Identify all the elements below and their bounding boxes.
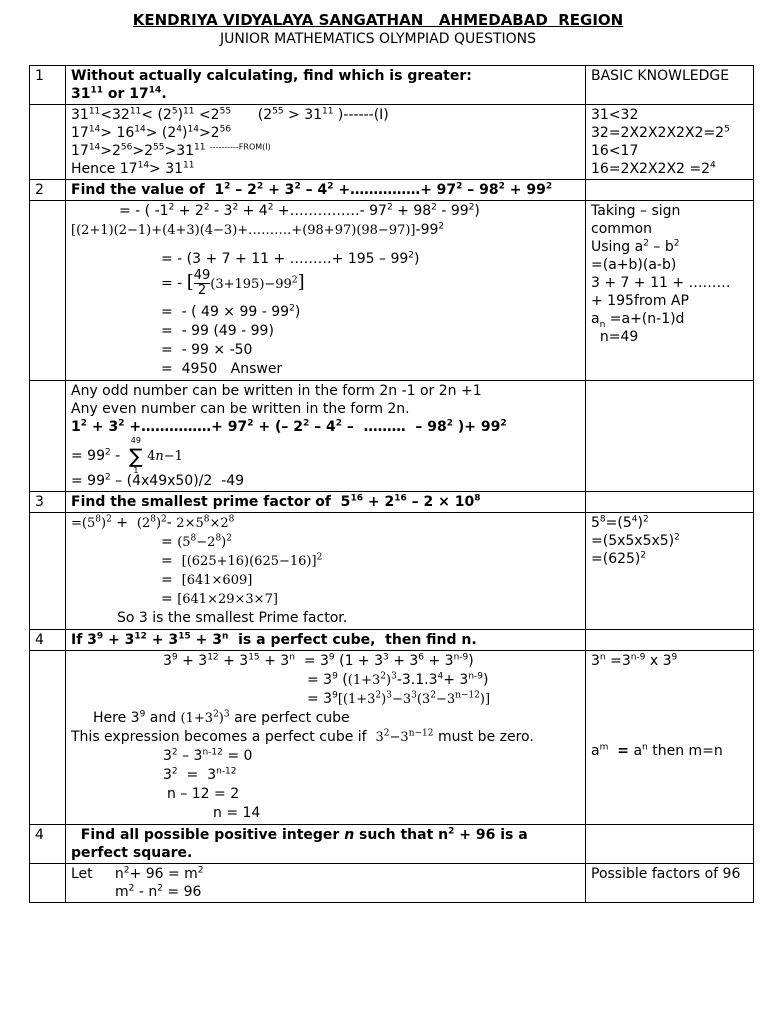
- basic-line: Using a: [591, 239, 644, 255]
- question-number: 2: [30, 180, 66, 201]
- basic-knowledge-cell: 31<32 $32=2X2X2X2X2=2^5$ 16<17 $16=2X2X2X2 =2^4$: [586, 105, 754, 180]
- basic-line: 31<32: [591, 107, 639, 123]
- basic-line: + 195from AP: [591, 293, 689, 309]
- table-row: [30, 630, 754, 651]
- note-text: must be zero.: [437, 729, 534, 745]
- question-text: Find the value of $1^2 - 2^2 + 3^2 - 4^2$ +……………+ $97^2 - 98^2 + 99^2$: [66, 180, 586, 201]
- table-row: [30, 864, 754, 903]
- solution-cell: Let $n^2+ 96 = m^2$ $m^2 - n^2 = 96$: [66, 864, 586, 903]
- basic-line: 16=2X2X2X2 =2: [591, 161, 711, 177]
- table-row: [30, 105, 754, 180]
- question-text: Find the smallest prime factor of $5^{16} + 2^{16} - 2 \times 10^8$: [66, 492, 586, 513]
- note-line: Any odd number can be written in the form 2n -1 or 2n +1: [71, 383, 482, 399]
- conclusion-line: So 3 is the smallest Prime factor.: [117, 610, 348, 626]
- question-text-line: Find the smallest prime factor of: [71, 494, 331, 510]
- question-number: 4: [30, 825, 66, 864]
- basic-line: common: [591, 221, 652, 237]
- page-subtitle: JUNIOR MATHEMATICS OLYMPIAD QUESTIONS: [219, 31, 537, 47]
- question-text: If $3^9 + 3^{12} + 3^{15} + 3^n$ is a perfect cube, then find n.: [66, 630, 586, 651]
- basic-knowledge-cell: $3^n =3^{n-9}$ x $3^9$ $a^m = a^n$ then m=n: [586, 651, 754, 825]
- question-number: 3: [30, 492, 66, 513]
- questions-table: [29, 65, 754, 903]
- question-text: Find all possible positive integer n such that $n^2 + 96$ is a perfect square.: [66, 825, 586, 864]
- note-text: This expression becomes a perfect cube if: [71, 729, 367, 745]
- question-text-line: such that n: [359, 827, 449, 843]
- question-text: Without actually calculating, find which is greater: $31^{11}$ or $17^{14}$.: [66, 66, 586, 105]
- solution-cell: Any odd number can be written in the form 2n -1 or 2n +1 Any even number can be written in the form 2n. $1^2 + 3^2$ +……………+ $97^2$ + (– $2^2 - 4^2$ – ……… – $98^2$ )+ $99^2$ = $99^2$ - 49 ∑ 1 4n−1 = $99^2 - (4x49x50)/2$ -49: [66, 381, 586, 492]
- basic-knowledge-cell: Possible factors of 96: [586, 864, 754, 903]
- basic-line: Taking – sign: [591, 203, 681, 219]
- basic-knowledge-cell: $5^8=(5^4)^2$ $=(5x5x5x5)^2$ $=(625)^2$: [586, 513, 754, 630]
- basic-line: 3 + 7 + 11 + ………: [591, 275, 731, 291]
- question-text-line: Without actually calculating, find which is greater:: [71, 68, 472, 84]
- fraction-numerator: 49: [193, 268, 211, 283]
- question-text-line: Find all possible positive integer: [80, 827, 340, 843]
- note-line: Any even number can be written in the form 2n.: [71, 401, 410, 417]
- reference-note: FROM(I): [238, 142, 271, 152]
- basic-knowledge-cell: Taking – sign common Using $a^2 - b^2$ =(a+b)(a-b) 3 + 7 + 11 + ……… + 195from AP $a_n =a+(n-1)d$ n=49: [586, 201, 754, 381]
- solution-cell: $3^9 + 3^{12} + 3^{15} + 3^n = 3^9$ $(1 + 3^3 + 3^6 + 3^{n-9})$ = $3^9$ $((1+3^2)^3-3.1.3^4+ 3^{n-9})$ = $3^9[(1+3^2)^3-3^3(3^2-3^{n-12})]$ Here $3^9$ and $(1+3^2)^3$ are perfect cube This expression becomes a perfect cube if $3^2-3^{n-12}$ must be zero. $3^2 - 3^{n-12} = 0$ $3^2 = 3^{n-12}$ n – 12 = 2 n = 14: [66, 651, 586, 825]
- question-number: 1: [30, 66, 66, 105]
- page-title: KENDRIYA VIDYALAYA SANGATHAN AHMEDABAD REGION: [132, 11, 624, 29]
- table-row: [30, 651, 754, 825]
- basic-line: 32=2X2X2X2X2=2: [591, 125, 725, 141]
- summation-symbol: 49 ∑ 1: [129, 436, 143, 475]
- table-row: [30, 66, 754, 105]
- basic-line: then m=n: [652, 743, 723, 759]
- question-text-line: + 96 is a perfect square.: [71, 827, 528, 861]
- solution-cell: $31^{11}<32^{11}< (2^5)^{11} <2^{55}$ ($2^{55} > 31^{11}$ )------(I) $17^{14}> 16^{14}> (2^4)^{14}>2^{56}$ $17^{14}>2^{56}>2^{55}>31^{11}$ $^{----------FROM(I)}$ Hence $17^{14}> 31^{11}$: [66, 105, 586, 180]
- table-row: [30, 180, 754, 201]
- question-text-line: Find the value of: [71, 182, 205, 198]
- basic-line: =(a+b)(a-b): [591, 257, 677, 273]
- table-row: [30, 513, 754, 630]
- solution-cell: = - ( $-1^2 + 2^2 - 3^2 + 4^2$ +……………- $97^2 + 98^2 - 99^2$) $[(2+1)(2-1)+(4+3)(4-3)+\dots\dots\dots.+(98+97)(98-97)]-99^2$ = - (3 + 7 + 11 + ………+ $195 - 99^2$) = - [ $\frac{49}{2}$ $(3+195)-99^2$] = - ( $49 \times 99 - 99^2$) = - 99 (49 - 99) = - 99 × -50 = 4950 Answer: [66, 201, 586, 381]
- question-number: 4: [30, 630, 66, 651]
- basic-line: 16<17: [591, 143, 639, 159]
- note-text: are perfect cube: [234, 710, 350, 726]
- basic-line: n=49: [599, 329, 639, 345]
- table-row: [30, 201, 754, 381]
- answer-label: Answer: [230, 361, 283, 377]
- let-word: Let: [71, 866, 93, 882]
- table-row: [30, 381, 754, 492]
- basic-knowledge-heading: BASIC KNOWLEDGE: [586, 66, 754, 105]
- fraction-denominator: 2: [197, 283, 207, 298]
- table-row: [30, 492, 754, 513]
- table-row: [30, 825, 754, 864]
- solution-cell: $=(5^8)^2 + (2^8)^2-$ $2\times 5^8\times 2^8$ = $(5^8-2^8)^2$ = $[(625+16)(625-16)]^2$ = [641×609] = [641×29×3×7] So 3 is the smallest Prime factor.: [66, 513, 586, 630]
- conclusion-word: Hence: [71, 161, 116, 177]
